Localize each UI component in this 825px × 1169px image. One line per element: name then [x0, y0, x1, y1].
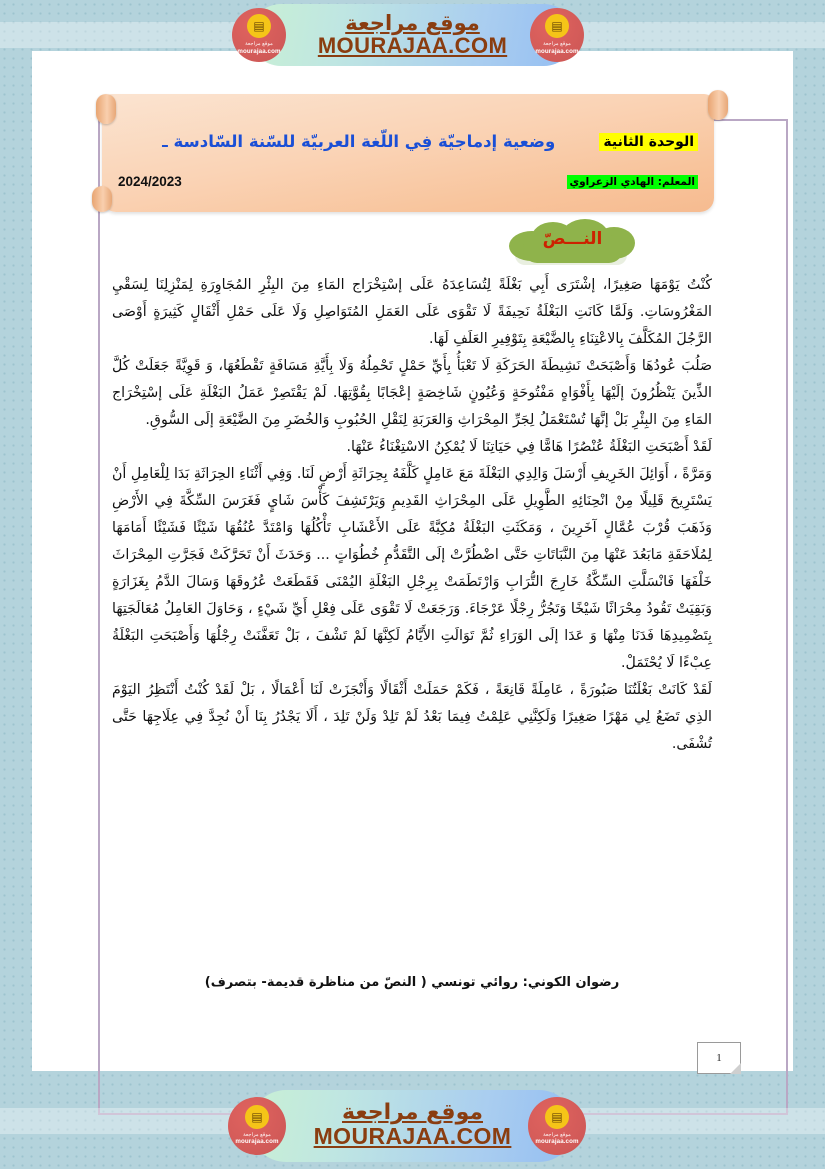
logo-caption-arabic: موقع مراجعة [243, 1131, 271, 1138]
title-scroll-banner [88, 86, 728, 221]
unit-badge: الوحدة الثانية [599, 133, 698, 151]
logo-caption-domain: mourajaa.com [237, 47, 281, 55]
logo-caption-domain: mourajaa.com [235, 1138, 279, 1146]
logo-caption-arabic: موقع مراجعة [543, 1131, 571, 1138]
logo-caption-domain: mourajaa.com [535, 1138, 579, 1146]
bottom-promo-banner [0, 1082, 825, 1169]
passage-paragraph: وَمَرَّةً ، أَوَائِلَ الخَرِيفِ أَرْسَلَ وَالِدِي البَغْلَةَ مَعَ عَامِلٍ كَلَّفَهُ بِحِرَاثَةِ أَرْضٍ لَنَا. وَفِي أَثْنَاءِ الحِرَاثَةِ بَدَا لِلْعَامِلِ أَنْ يَسْتَرِيحَ قَلِيلًا مِنْ انْحِنَائِهِ الطَّوِيلِ عَلَى المِحْرَاثِ القَدِيمِ وَيَرْتَشِفَ كَأْسَ شَايٍ فَغَرَسَ السِّكَّةَ فِي الأَرْضِ وَذَهَبَ قُرْبَ عُمَّالٍ آخَرِينَ ، وَمَكَثَتِ البَغْلَةُ مُكِبَّةً عَلَى الأَعْشَابِ تَأْكُلُهَا وَامْتَدَّ عُنُقُهَا شَيْئًا فَشَيْئًا أَمَامَهَا لِمُلَاحَقَةِ مَابَعُدَ عَنْهَا مِنَ النَّبَاتَاتِ حَتَّى اضْطُرَّتْ إلَى التَّقَدُّمِ خُطُوَاتٍ ... وَحَدَثَ أَنْ تَحَرَّكَتْ فَجَرَّتِ المِحْرَاثَ خَلْفَهَا فَانْسَلَّتِ السِّكَّةُ خَارِجَ التُّرَابِ وَارْتَطَمَتْ بِرِجْلِ البَغْلَةِ اليُمْنَى فَقَطَعَتْ عُرُوقَهَا وَسَالَ الدَّمُ بِغَزَارَةٍ وَبَقِيَتْ تَقُودُ مِحْرَاثًا شَيْخًا وَتَجُرُّ رِجْلًا عَرْجَاءَ. وَرَجَعَتْ لَا تَقْوَى عَلَى فِعْلِ أَيِّ شَيْءٍ ، وَحَاوَلَ العَامِلُ مُعَالَجَتِهَا بِتَضْمِيدِهَا فَدَنَا مِنْهَا وَ عَدَا إلَى الوَرَاءِ ثُمَّ تَوَالَتِ الأَيَّامُ لَكِنَّهَا لَمْ تَشْفَ ، بَلْ تَعَفَّنَتْ رِجْلُهَا وَأَصْبَحَتِ البَغْلَةُ عِبْءًا لَا يُحْتَمَلْ. [112, 466, 712, 671]
brand-logo-right [530, 8, 584, 62]
logo-caption-arabic: موقع مراجعة [543, 41, 571, 48]
teacher-name-badge: المعلم: الهادي الزعراوي [567, 175, 699, 189]
promo-site-url[interactable]: MOURAJAA.COM [313, 1123, 512, 1150]
book-icon: ▤ [545, 14, 569, 38]
school-year-label: 2024/2023 [118, 174, 182, 189]
logo-caption-arabic: موقع مراجعة [245, 41, 273, 48]
section-label-text: النـــصّ [542, 229, 603, 249]
passage-paragraph: لَقَدْ كَانَتْ بَغْلَتُنَا صَبُورَةً ، عَامِلَةً قَانِعَةً ، فَكَمْ حَمَلَتْ أَثْقَالًا وَأَنْجَزَتْ لَنَا أَعْمَالًا ، بَلْ لَقَدْ كُنْتُ أَنْتَظِرُ اليَوْمَ الذِي تَضَعُ لِي مَهْرًا صَغِيرًا وَلَكِنَّنِي عَلِمْتُ فِيمَا بَعْدُ لَمْ تَلِدْ وَلَنْ تَلِدَ ، أَلَا يَجْدُرُ بِنَا أَنْ نُجِدَّ فِي عِلَاجِهَا حَتَّى تُشْفَى. [112, 682, 712, 752]
passage-paragraph: كُنْتُ يَوْمَهَا صَغِيرًا، إشْتَرَى أَبِي بَغْلَةً لِتُسَاعِدَهُ عَلَى إسْتِخْرَاج المَاءِ مِنَ البِئْرِ المُجَاوِرَةِ لِمَنْزِلِنَا لِسَقْيِ المَغْرُوسَاتِ. وَلَمَّا كَانَتِ البَغْلَةُ نَحِيفَةً لَا تَقْوَى عَلَى العَمَلِ المُتَوَاصِلِ وَلَا عَلَى حَمْلِ أَثْقَالٍ كَثِيرَةٍ أَوْصَى الرَّجُلَ المُكَلَّفَ بِالاعْتِنَاءِ بِالضَّيْعَةِ بِتَوْفِيرِ العَلَفِ لَهَا. [112, 277, 712, 347]
scroll-body [102, 94, 714, 212]
promo-arabic-label: موقع مراجعة [345, 10, 480, 35]
scroll-curl-top-right-icon [708, 90, 728, 120]
promo-arabic-label: موقع مراجعة [342, 1100, 483, 1126]
section-label-cloud [505, 219, 640, 265]
brand-logo-left [232, 8, 286, 62]
passage-attribution: رضوان الكوني: روائي تونسي ( النصّ من مناظرة قديمة- بتصرف) [204, 975, 620, 990]
logo-caption [535, 41, 578, 55]
book-icon: ▤ [245, 1105, 269, 1129]
promo-pill-bottom[interactable] [250, 1090, 575, 1162]
scroll-curl-bottom-left-icon [92, 186, 112, 212]
passage-paragraph: صَلُبَ عُودُهَا وَأَصْبَحَتْ نَشِيطَةَ الحَرَكَةِ لَا تَعْبَأُ بِأَيِّ حَمْلٍ تَحْمِلُهُ وَلَا بِأَيَّةِ مَسَافَةٍ تَقْطَعُهَا، وَ قَوِيَّةً جَعَلَتْ كُلَّ الذِّينَ يَنْظُرُونَ إلَيْهَا بِأَفْوَاهٍ مَفْتُوحَةٍ وَعُيُونٍ شَاخِصَةٍ إعْجَابًا بِقُوَّتِهَا. لَمْ يَقْتَصِرْ عَمَلُ البَغْلَةِ عَلَى إسْتِخْرَاج المَاءِ مِنَ البِئْرِ بَلْ إنَّهَا تُسْتَعْمَلُ لِجَرِّ المِحْرَاثِ وَالعَرَبَةِ لِنَقْلِ الحُبُوبِ وَالخُضَرِ مِنَ الضَّيْعَةِ إلَى السُّوقِ. [112, 358, 712, 428]
meta-row [118, 174, 698, 189]
page-number-badge [697, 1042, 741, 1074]
logo-caption [237, 41, 280, 55]
passage-paragraph: لَقَدْ أَصْبَحَتِ البَغْلَةُ عُنْصُرًا هَامًّا فِي حَيَاتِنَا لَا يُمْكِنُ الاسْتِغْنَاءُ عَنْهَا. [346, 439, 712, 455]
promo-pill-top[interactable] [250, 4, 575, 66]
logo-caption [235, 1132, 278, 1146]
scroll-curl-top-left-icon [96, 94, 116, 124]
promo-site-url[interactable]: MOURAJAA.COM [317, 32, 508, 58]
reading-passage [112, 272, 712, 758]
book-icon: ▤ [545, 1105, 569, 1129]
book-icon: ▤ [247, 14, 271, 38]
page-title: وضعية إدماجيّة فِي اللّغة العربيّة للسّنة السّادسة ـ [162, 132, 556, 151]
title-row [118, 132, 698, 151]
page-number-value: 1 [716, 1052, 722, 1064]
brand-logo-left [228, 1097, 286, 1155]
logo-caption-domain: mourajaa.com [535, 47, 579, 55]
logo-caption [535, 1132, 578, 1146]
brand-logo-right [528, 1097, 586, 1155]
page-fold-icon [730, 1063, 741, 1074]
